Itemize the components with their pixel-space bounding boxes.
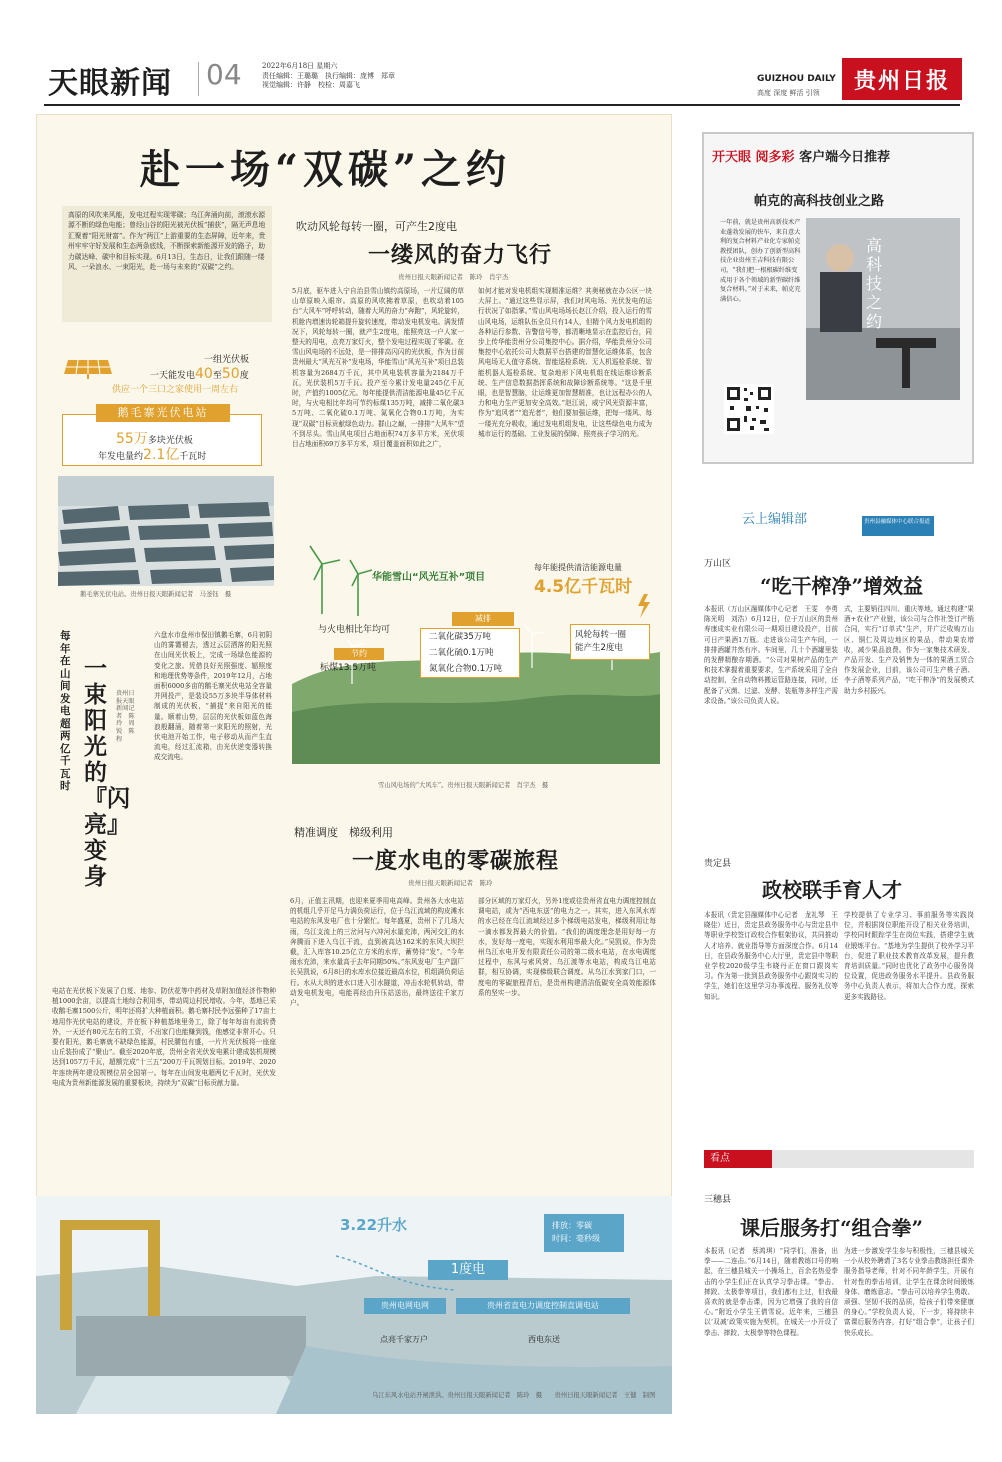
vs-thermal-label: 与火电相比年均可 xyxy=(318,625,391,635)
turn-stat-box xyxy=(570,624,650,660)
dd-body-col1: 本报讯（贵定县融媒体中心记者 龙礼琴 王晓佳）近日，贵定县政务服务中心与贵定县中等职业学校签订政校合作框架协议，共同推动人才培养、就业指导等方面深度合作。6月14日，在县政务服务中心大厅里，贵定县中等职业学校2020级学生韦晓丹正在窗口跟岗实习。作为第一批到县政务服务中心跟岗实习的学生，她们在这里学习办事流程、服务礼仪等知识。 xyxy=(704,911,838,1001)
hydro-body-col1: 6月，正值主汛期，也迎来夏季用电高峰。贵州各大水电站的机组几乎开足马力满负荷运行，位于乌江流域的构皮滩水电站的东风发电厂也十分繁忙。每年盛夏，贵州下了几场大雨，乌江支流上的三岔河与六冲河水量充沛，两河交汇的水奔腾而下进入乌江干流，直到被高达162米的东风大坝拦截，汇入库容10.25亿立方米的水库，蓄势待“发”。“今年雨水充沛，来水量高于去年同期50%。”东风发电厂生产副厂长吴凯说，6月8日的水库水位接近最高水位，机组满负荷运行。水从大坝的进水口进入引水隧道，冲击水轮机转动，带动发电机发电，电能再经由升压站送出，最终送往千家万户。 xyxy=(290,897,464,1008)
so2-stat: 二氧化硫0.1万吨 xyxy=(429,648,494,658)
water-volume: 3.22升水 xyxy=(340,1216,408,1234)
editor-dept-sub: 贵州县融媒体中心联合报道 xyxy=(862,516,934,536)
header-rule xyxy=(44,104,960,106)
homes-label: 点亮千家万户 xyxy=(380,1335,428,1344)
reduce-label: 减排 xyxy=(452,612,514,626)
solar-kicker: 每年在山间发电超两亿千瓦时 xyxy=(60,630,71,792)
panel-min: 40 xyxy=(195,366,213,382)
sd-region: 三穗县 xyxy=(704,1195,732,1205)
hydro-kicker: 精准调度 梯级利用 xyxy=(294,826,393,839)
ws-region: 万山区 xyxy=(704,559,732,569)
clean-energy-value: 4.5亿千瓦时 xyxy=(534,577,633,597)
turn-line-2: 能产生2度电 xyxy=(575,643,623,653)
dam-info-box xyxy=(544,1214,624,1252)
dd-body-col2: 学校提供了专业学习、事前服务等实践岗位，并根据岗位职能开设了相关业务培训，学校同时跟踪学生在岗位实践，搭建学生就业锻炼平台。“基地为学生提供了校外学习平台，促进了职业技术教育改革发展，提升教育培训质量。”同时也优化了政务中心服务岗位设置，促进政务服务水平提升。县政务服务中心负责人表示，将加大合作力度，探索更多实践路径。 xyxy=(844,911,974,1001)
co2-stat: 二氧化碳35万吨 xyxy=(429,632,491,642)
farm-output-prefix: 年发电量约 xyxy=(98,452,144,462)
farm-output-value: 2.1亿 xyxy=(143,447,180,463)
wind-title: 一缕风的奋力飞行 xyxy=(368,242,553,268)
promo-photo-text: 高科技之约 xyxy=(866,236,883,331)
turn-line-1: 风轮每转一圈 xyxy=(575,630,627,640)
hydro-body-col2: 部分区域的万家灯火，另外1度或往贵州省直电力调度控制直调电站，或为“西电东送”的电力之一。其实，进入东风水库的水已经在乌江流域经过多个梯级电站发电，梯级利用让每一滴水都发挥最大的价值。“我们的调度理念是用好每一方水，发好每一度电，实现水利用率最大化。”吴凯说，作为贵州乌江水电开发有限责任公司的第二级水电站，在水电调度过程中，东风与索风营、乌江渡等水电站，构成乌江电站群，相互协调，实现梯级联合调度。从乌江水到家门口，一度电的零碳旅程背后，是贵州构建清洁低碳安全高效能源体系的坚实一步。 xyxy=(478,897,656,997)
sd-body-col2: 为进一步激发学生参与积极性，三穗县城关一小从校外聘请了3名专业拳击教练担任课外服务指导老师，针对不同年龄学生，开展有针对性的拳击培训，让学生在课余时间锻炼身体、磨炼意志。“拳击可以培养学生勇敢、顽强、坚韧不拔的品质，给孩子们带来健康的身心。”学校负责人说，下一步，将持续丰富课后服务内容，打好“组合拳”，让孩子们快乐成长。 xyxy=(844,1247,974,1337)
solar-title: 一束阳光的『闪亮』变身 xyxy=(84,655,130,890)
section-brand: 天眼新闻 xyxy=(48,66,172,101)
feature-title: 赴一场“双碳”之约 xyxy=(140,146,512,193)
solar-panel-icon xyxy=(62,356,114,380)
editor-line: 责任编辑：王璐璐 执行编辑：庞博 郑章 xyxy=(262,71,395,80)
promo-header-red: 开天眼 阅多彩 xyxy=(712,150,795,165)
time-ms: 时间：毫秒级 xyxy=(552,1234,600,1243)
dd-region: 贵定县 xyxy=(704,859,732,869)
panel-unit: 度 xyxy=(239,371,249,381)
wind-kicker: 吹动风轮每转一圈，可产生2度电 xyxy=(296,220,457,233)
hydro-byline: 贵州日报天眼新闻记者 陈玲 xyxy=(408,879,493,887)
solar-body-a: 六盘水市盘州市保田镇鹅毛寨，6月初阴山的雾霭褪去，透过云层洒落的阳光照在山间光伏板上，完成一场绿色能源的变化之旅。凭借良好光照强度、辐照度和地理优势等条件，2019年12月，占地面积6000多亩的鹅毛寨光伏电站全容量并网投产，是装设55万多块半导体材料制成的光伏板，“捕捉”来自阳光的能量。顺着山势，层层的光伏板如蓝色海浪般翻涌，随着第一束阳光的照射，光伏电池开始工作，电子移动从而产生直流电，经过汇流箱，由光伏逆变器转换成交流电。 xyxy=(154,631,272,762)
panel-mid: 至 xyxy=(212,371,222,381)
panel-line-c: 供应一个三口之家使用一周左右 xyxy=(112,385,239,395)
save-label: 节约 xyxy=(334,648,384,660)
editor-dept-tag: 云上编辑部 xyxy=(742,512,808,527)
promo-header-text: 客户端今日推荐 xyxy=(799,150,891,165)
sd-body-col1: 本报讯（记者 蔡鸿琪）“同学们，准备，出拳——二连击。”6月14日，随着教练口号的响起，在三穗县城关一小操场上，百余名热爱拳击的小学生们正在认真学习拳击课。“拳击、摔跤、太极拳等项目，我们都有上过，但我最喜欢的就是拳击课，因为它增强了我的自信心。”附近小学生王倩雪说。近年来，三穗县以‘双减’政策实施为契机，在城关一小开设了拳击、摔跤、太极拳等特色课程。 xyxy=(704,1247,838,1337)
emission-zero: 排放：零碳 xyxy=(552,1221,592,1230)
wind-body-col1: 5月底，驱车进入宁自治县雪山镇约高原场，一片辽阔的草山草原映入眼帘。高原的风吹拂着草原，也吹动着105台“大风车”呼呼转动，随着大风的奋力“奔跑”，风轮旋转，机舱内增速齿轮箱提升旋转速度，带动发电机发电。满发情况下，风轮每转一圈，就产生2度电，能照亮这一户人家一整天的用电，点亮万家灯火，整个发电过程实现了零碳。在雪山风电场的不远处，是一排排高闪闪的光伏板，作为目前贵州最大“风光互补”发电场，华能雪山“风光互补”项目总装机容量为2684万千瓦，其中风电装机容量为2184万千瓦，光伏装机5万千瓦。投产至今累计发电量245亿千瓦时，产值约1005亿元。每年能提供清洁能源电量45亿千瓦时，与火电相比年均可节约标煤135万吨，减排二氧化碳35万吨、二氧化硫0.1万吨、氮氧化合物0.1万吨，为实现“双碳”目标贡献绿色动力。群山之巅，一排排“大风车”望不到尽头。雪山风电项目占地面积74万多平方米，光伏项目占地面积69万多平方米，项目覆盖面积如此之广， xyxy=(292,287,464,449)
kandian-label: 看点 xyxy=(704,1150,772,1168)
issue-info xyxy=(262,62,442,91)
feature-intro: 高原的风吹来风能，发电过程实现零碳；乌江奔涌向前，滚滚水源源不断的绿色电能；曾经山谷的阳光被光伏板“捕获”，隔无声息地汇聚着“阳光财富”。作为“两江”上游重要的生态屏障，近年来，贵州牢牢守好发展和生态两条底线，不断探索新能源开发的路子，助力碳达峰、碳中和目标实现。6月13日，生态日，让我们跟随一缕风、一朵浪水、一束阳光，赴一场与未来的“双碳”之约。 xyxy=(62,206,272,322)
dispatch-label: 贵州省直电力调度控制直调电站 xyxy=(456,1298,630,1314)
paper-logo: 贵州日报 xyxy=(842,58,962,100)
ws-body-col2: 式，主要销往四川、重庆等地。通过构建“果酒+农业”产业链，该公司与合作社签订产销合同，实行“订单式”生产，并广泛收购万山区、铜仁及周边地区的果品，带动果农增收，减少果品浪费。作为一家集技术研发、产品开发、生产及销售为一体的果酒工贸合作发展企业，目前，该公司可生产桃子酒、李子酒等系列产品，“吃干榨净”的发展模式助力乡村振兴。 xyxy=(844,605,974,695)
header-separator xyxy=(198,62,199,96)
ws-title: “吃干榨净”增效益 xyxy=(760,574,924,598)
panel-max: 50 xyxy=(221,366,240,382)
farm-output-unit: 千瓦时 xyxy=(179,452,207,462)
farm-count-unit: 多块光伏板 xyxy=(147,436,193,446)
panel-prefix: 一天能发电 xyxy=(150,371,196,381)
paper-slogan: 高度 深度 鲜活 引领 xyxy=(757,89,820,97)
solar-farm-photo xyxy=(58,476,274,586)
panel-line-b xyxy=(150,366,249,382)
clean-energy-label: 每年能提供清洁能源电量 xyxy=(534,563,622,572)
grid-label: 贵州电网电网 xyxy=(364,1298,446,1314)
hydro-title: 一度水电的零碳旅程 xyxy=(352,848,560,874)
promo-text: 一年前，就是贵州高新技术产业蓬勃发展的快车，来自意大利的复合材料产业化专家帕克教授团队，创办了创新型高科技企业贵州王吉科技有限公司，“我们把一根根碳纤维变成用于各个领域的新型碳纤维复合材料。”对于未来，帕克充满信心。 xyxy=(720,219,801,303)
dd-title: 政校联手育人才 xyxy=(762,878,902,902)
nox-stat: 氮氧化合物0.1万吨 xyxy=(429,664,503,674)
dam-photo-caption: 乌江东风水电站开闸泄洪。贵州日报天眼新闻记者 陈玲 摄 贵州日报天眼新闻记者 王健 制图 xyxy=(372,1392,656,1399)
solar-byline: 贵州日报天眼新闻记者 陈玲 周锐 陈程 xyxy=(116,690,135,743)
wind-body-col2: 如何才能对发电机组实现精准运维？其奥秘就在办公区一块大屏上。“通过这些显示屏，我们对风电场、光伏发电的运行状况了如指掌。”雪山风电场场长赵江介绍，投入运行的雪山风电场，运维队伍全员只有14人，但精个风力发电机组的各种运行参数、告警信号等，都清晰地显示在监控后台，同步上传华能贵州分公司集控中心。据介绍，华能贵州分公司集控中心依托公司大数据平台搭建的智慧化运维体系，包含风电场无人值守系统、智能巡检系统、无人机巡检系统、智能机器人巡检系统、复杂地形下风电机组在线运维诊断系统、生产信息数据指挥系统和故障诊断系统等。“这是千里眼，也是智慧脑，让运维更加智慧精准，也让远程办公的人力和电力生产更加安全高效。”赵江说，威宁风光资源丰富，作为“追风者”“追光者”，他们要加强运维，把每一缕风、每一缕光充分吸收，通过发电机组发电，让这些绿色电力成为城市运行的基础、工业发展的保障、照亮孩子学习的光。 xyxy=(478,287,652,438)
promo-header xyxy=(712,146,890,165)
sd-title: 课后服务打“组合拳” xyxy=(740,1216,924,1240)
solar-body-b: 电站在光伏板下发展了白芨、地参、防伏花等中药材及草附加值经济作物种植1000余亩，以提高土地综合利用率，带动周边村民增收。今年，基地已采收鹅毛寨1500公斤，明年还将扩大种植面积。鹅毛寨村民李远强种了17亩土地用作光伏电站的建设，并在板下种植基地里务工，除了每年每亩有流转费外，一天还有80元左右的工资，不出家门也能赚到钱，他感觉非常开心。只要有阳光，鹅毛寨就不缺绿色能源，村民腰包有盛，一片片光伏板将一座座山丘装扮成了“聚山”。截至2020年底，贵州全省光伏发电累计建成装机规模达到1057万千瓦，超额完成“十三五”200万千瓦规划目标。2019年、2020年连续两年建设规模位居全国第一。每年在山间发电超两亿千瓦时，光伏发电成为贵州新能源发展的重要板块，持续为“双碳”目标贡献力量。 xyxy=(52,987,276,1087)
west-east-label: 西电东送 xyxy=(528,1335,560,1344)
qr-code-icon[interactable] xyxy=(724,384,774,434)
coal-stat: 标煤13.5万吨 xyxy=(320,663,377,673)
emission-box xyxy=(420,628,520,678)
one-kwh-label: 1度电 xyxy=(428,1260,508,1280)
farm-output xyxy=(98,444,206,464)
panel-line-a: 一组光伏板 xyxy=(204,355,250,365)
wind-byline: 贵州日报天眼新闻记者 陈玲 肖宇杰 xyxy=(398,273,509,281)
editor-line-2: 视觉编辑：许静 校检：周嘉飞 xyxy=(262,81,360,89)
solar-photo-caption: 鹅毛寨光伏电站。贵州日报天眼新闻记者 马釜钰 摄 xyxy=(80,591,232,598)
farm-name-banner: 鹅毛寨光伏电站 xyxy=(96,404,230,422)
farm-count: 55万 xyxy=(116,431,148,447)
ws-body-col1: 本报讯（万山区融媒体中心记者 王雯 李勇 陈光明 刘浩）6月12日，位于万山区的贵州寿康成实业有限公司一期项目建设投产，目前可日产果酒1万瓶。走进该公司生产车间，一排排酒罐井然有序。车间里，几十个酒罐里装的发酵精酿存期酒。“公司对果树产品的生产和技术掌握着重要要求，生产系统采用了全自动控制，全自动物料搬运管路连接，同时，还配备了灭菌、过滤、发酵、装瓶等多样生产需求设备。”该公司负责人说。 xyxy=(704,605,845,705)
date-line: 2022年6月18日 星期六 xyxy=(262,62,338,70)
promo-title[interactable]: 帕克的高科技创业之路 xyxy=(754,194,885,209)
infographic-kicker: 华能雪山“风光互补”项目 xyxy=(372,572,486,583)
wind-photo-caption: 雪山风电场的“大风车”。贵州日报天眼新闻记者 肖宇杰 摄 xyxy=(378,782,549,789)
page-number: 04 xyxy=(206,58,242,91)
paper-name-en: GUIZHOU DAILY xyxy=(757,74,836,84)
